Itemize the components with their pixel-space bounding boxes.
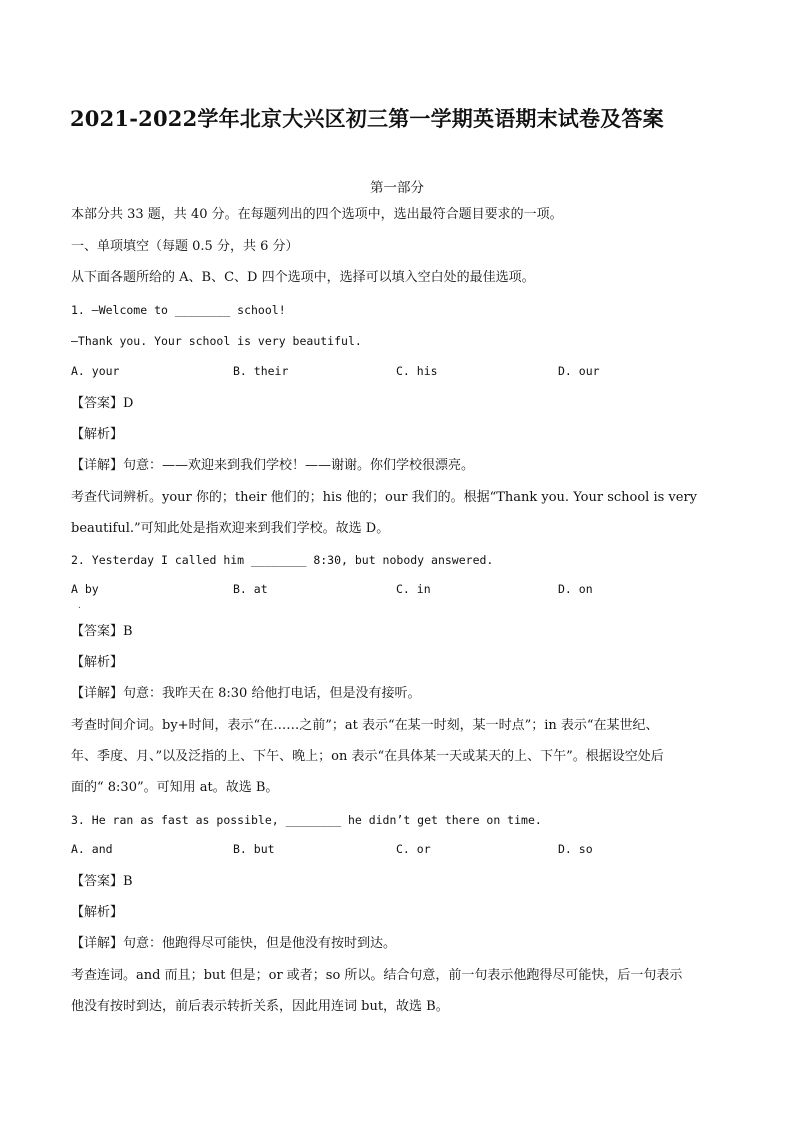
stray-mark: . — [78, 601, 81, 611]
detail-explanation: 【详解】句意：我昨天在 8:30 给他打电话，但是没有接听。 — [71, 686, 421, 701]
instruction: 从下面各题所给的 A、B、C、D 四个选项中，选择可以填入空白处的最佳选项。 — [71, 270, 535, 285]
explanation-line: 年、季度、月、”以及泛指的上、下午、晚上；on 表示“在具体某一天或某天的上、下午”。根据设空处后 — [71, 749, 664, 764]
option-a: A. and — [71, 842, 113, 856]
option-b: B. their — [233, 364, 289, 378]
option-a: A by — [71, 582, 99, 596]
answer: 【答案】B — [71, 624, 133, 639]
section-heading: 一、单项填空（每题 0.5 分，共 6 分） — [71, 239, 299, 254]
explanation-line: 考查时间介词。by+时间，表示“在……之前”；at 表示“在某一时刻，某一时点”；in 表示“在某世纪、 — [71, 718, 659, 733]
options-row — [71, 364, 731, 382]
detail-explanation: 【详解】句意：他跑得尽可能快，但是他没有按时到达。 — [71, 936, 397, 951]
question-stem: 3. He ran as fast as possible, ________ he didn’t get there on time. — [71, 813, 542, 827]
explanation-line: 考查连词。and 而且；but 但是；or 或者；so 所以。结合句意，前一句表示他跑得尽可能快，后一句表示 — [71, 968, 683, 983]
analysis-label: 【解析】 — [71, 655, 124, 670]
option-c: C. in — [396, 582, 431, 596]
explanation-line: 他没有按时到达，前后表示转折关系，因此用连词 but，故选 B。 — [71, 999, 449, 1014]
options-row — [71, 842, 731, 860]
explanation-line: beautiful.”可知此处是指欢迎来到我们学校。故选 D。 — [71, 521, 390, 536]
option-d: D. our — [558, 364, 600, 378]
part-intro: 本部分共 33 题，共 40 分。在每题列出的四个选项中，选出最符合题目要求的一项。 — [71, 207, 563, 222]
option-d: D. so — [558, 842, 593, 856]
part-heading: 第一部分 — [370, 180, 424, 196]
explanation-line: 考查代词辨析。your 你的；their 他们的；his 他的；our 我们的。根据“Thank you. Your school is very — [71, 490, 698, 505]
option-c: C. or — [396, 842, 431, 856]
options-row — [71, 582, 731, 600]
option-b: B. at — [233, 582, 268, 596]
option-c: C. his — [396, 364, 438, 378]
document-title: 2021-2022学年北京大兴区初三第一学期英语期末试卷及答案 — [70, 106, 664, 131]
question-stem-reply: —Thank you. Your school is very beautiful. — [71, 334, 362, 348]
question-stem: 1. —Welcome to ________ school! — [71, 303, 286, 317]
analysis-label: 【解析】 — [71, 427, 124, 442]
option-d: D. on — [558, 582, 593, 596]
explanation-line: 面的“ 8:30”。可知用 at。故选 B。 — [71, 780, 279, 795]
option-b: B. but — [233, 842, 275, 856]
answer: 【答案】D — [71, 396, 134, 411]
option-a: A. your — [71, 364, 120, 378]
detail-explanation: 【详解】句意：——欢迎来到我们学校！——谢谢。你们学校很漂亮。 — [71, 458, 475, 473]
question-stem: 2. Yesterday I called him ________ 8:30, but nobody answered. — [71, 553, 494, 567]
answer: 【答案】B — [71, 874, 133, 889]
analysis-label: 【解析】 — [71, 905, 124, 920]
